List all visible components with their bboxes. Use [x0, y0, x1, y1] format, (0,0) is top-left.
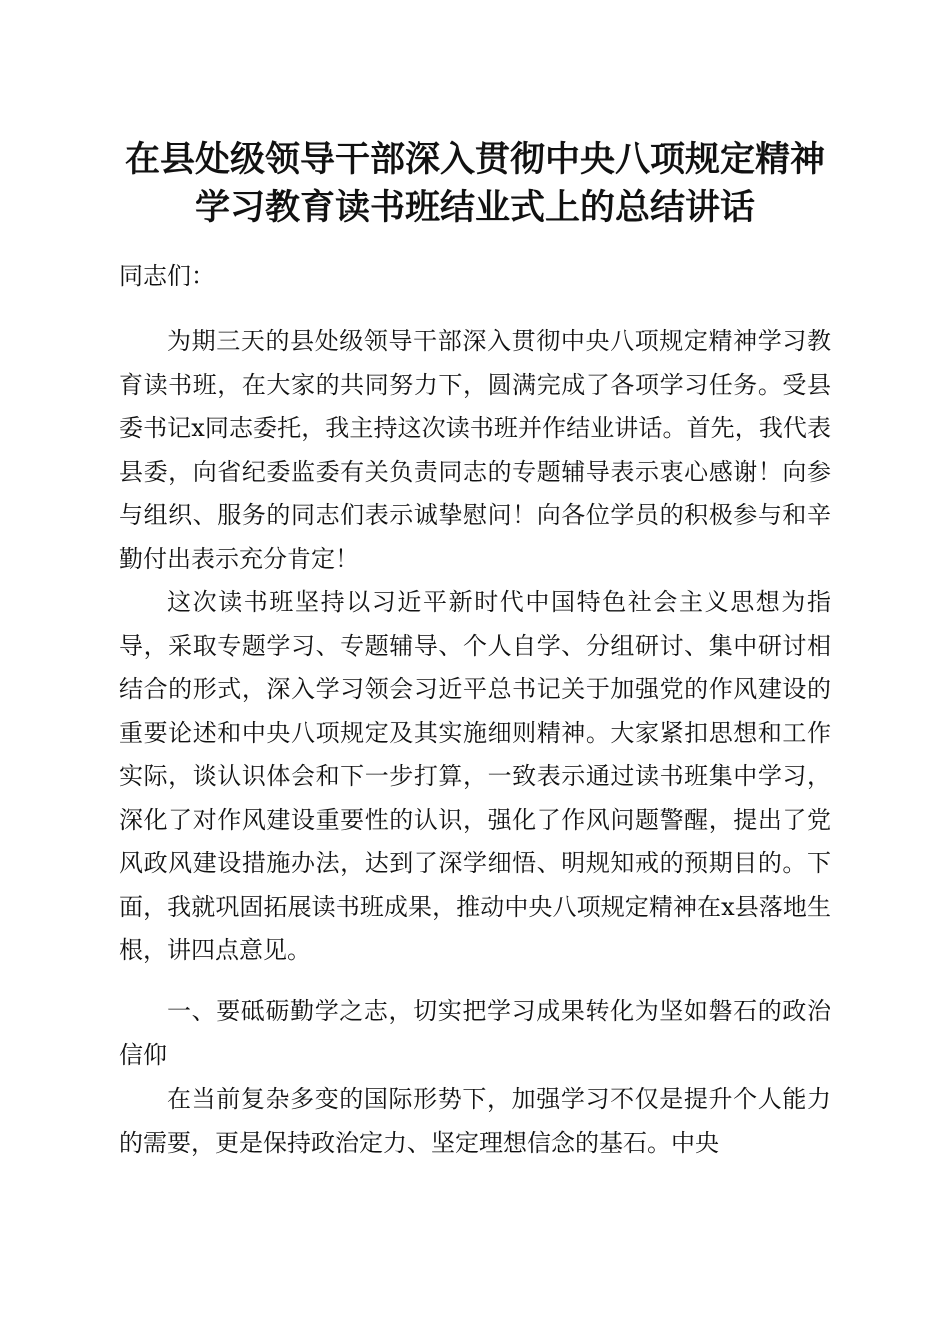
- salutation: 同志们：: [119, 262, 215, 290]
- document-title-line-2: 学习教育读书班结业式上的总结讲话: [194, 187, 755, 228]
- document-title-line-1: 在县处级领导干部深入贯彻中央八项规定精神: [124, 139, 825, 180]
- paragraph-opening: 为期三天的县处级领导干部深入贯彻中央八项规定精神学习教育读书班，在大家的共同努力下，圆满完成了各项学习任务。受县委书记x同志委托，我主持这次读书班并作结业讲话。首先，我代表县委，向省纪委监委有关负责同志的专题辅导表示衷心感谢！向参与组织、服务的同志们表示诚挚慰问！向各位学员的积极参与和辛勤付出表示充分肯定！: [119, 327, 831, 573]
- section-1-paragraph: 在当前复杂多变的国际形势下，加强学习不仅是提升个人能力的需要，更是保持政治定力、坚定理想信念的基石。中央: [119, 1085, 831, 1157]
- paragraph-summary: 这次读书班坚持以习近平新时代中国特色社会主义思想为指导，采取专题学习、专题辅导、个人自学、分组研讨、集中研讨相结合的形式，深入学习领会习近平总书记关于加强党的作风建设的重要论述和中央八项规定及其实施细则精神。大家紧扣思想和工作实际，谈认识体会和下一步打算，一致表示通过读书班集中学习，深化了对作风建设重要性的认识，强化了作风问题警醒，提出了党风政风建设措施办法，达到了深学细悟、明规知戒的预期目的。下面，我就巩固拓展读书班成果，推动中央八项规定精神在x县落地生根，讲四点意见。: [119, 588, 831, 964]
- section-heading-1: 一、要砥砺勤学之志，切实把学习成果转化为坚如磐石的政治信仰: [119, 997, 831, 1069]
